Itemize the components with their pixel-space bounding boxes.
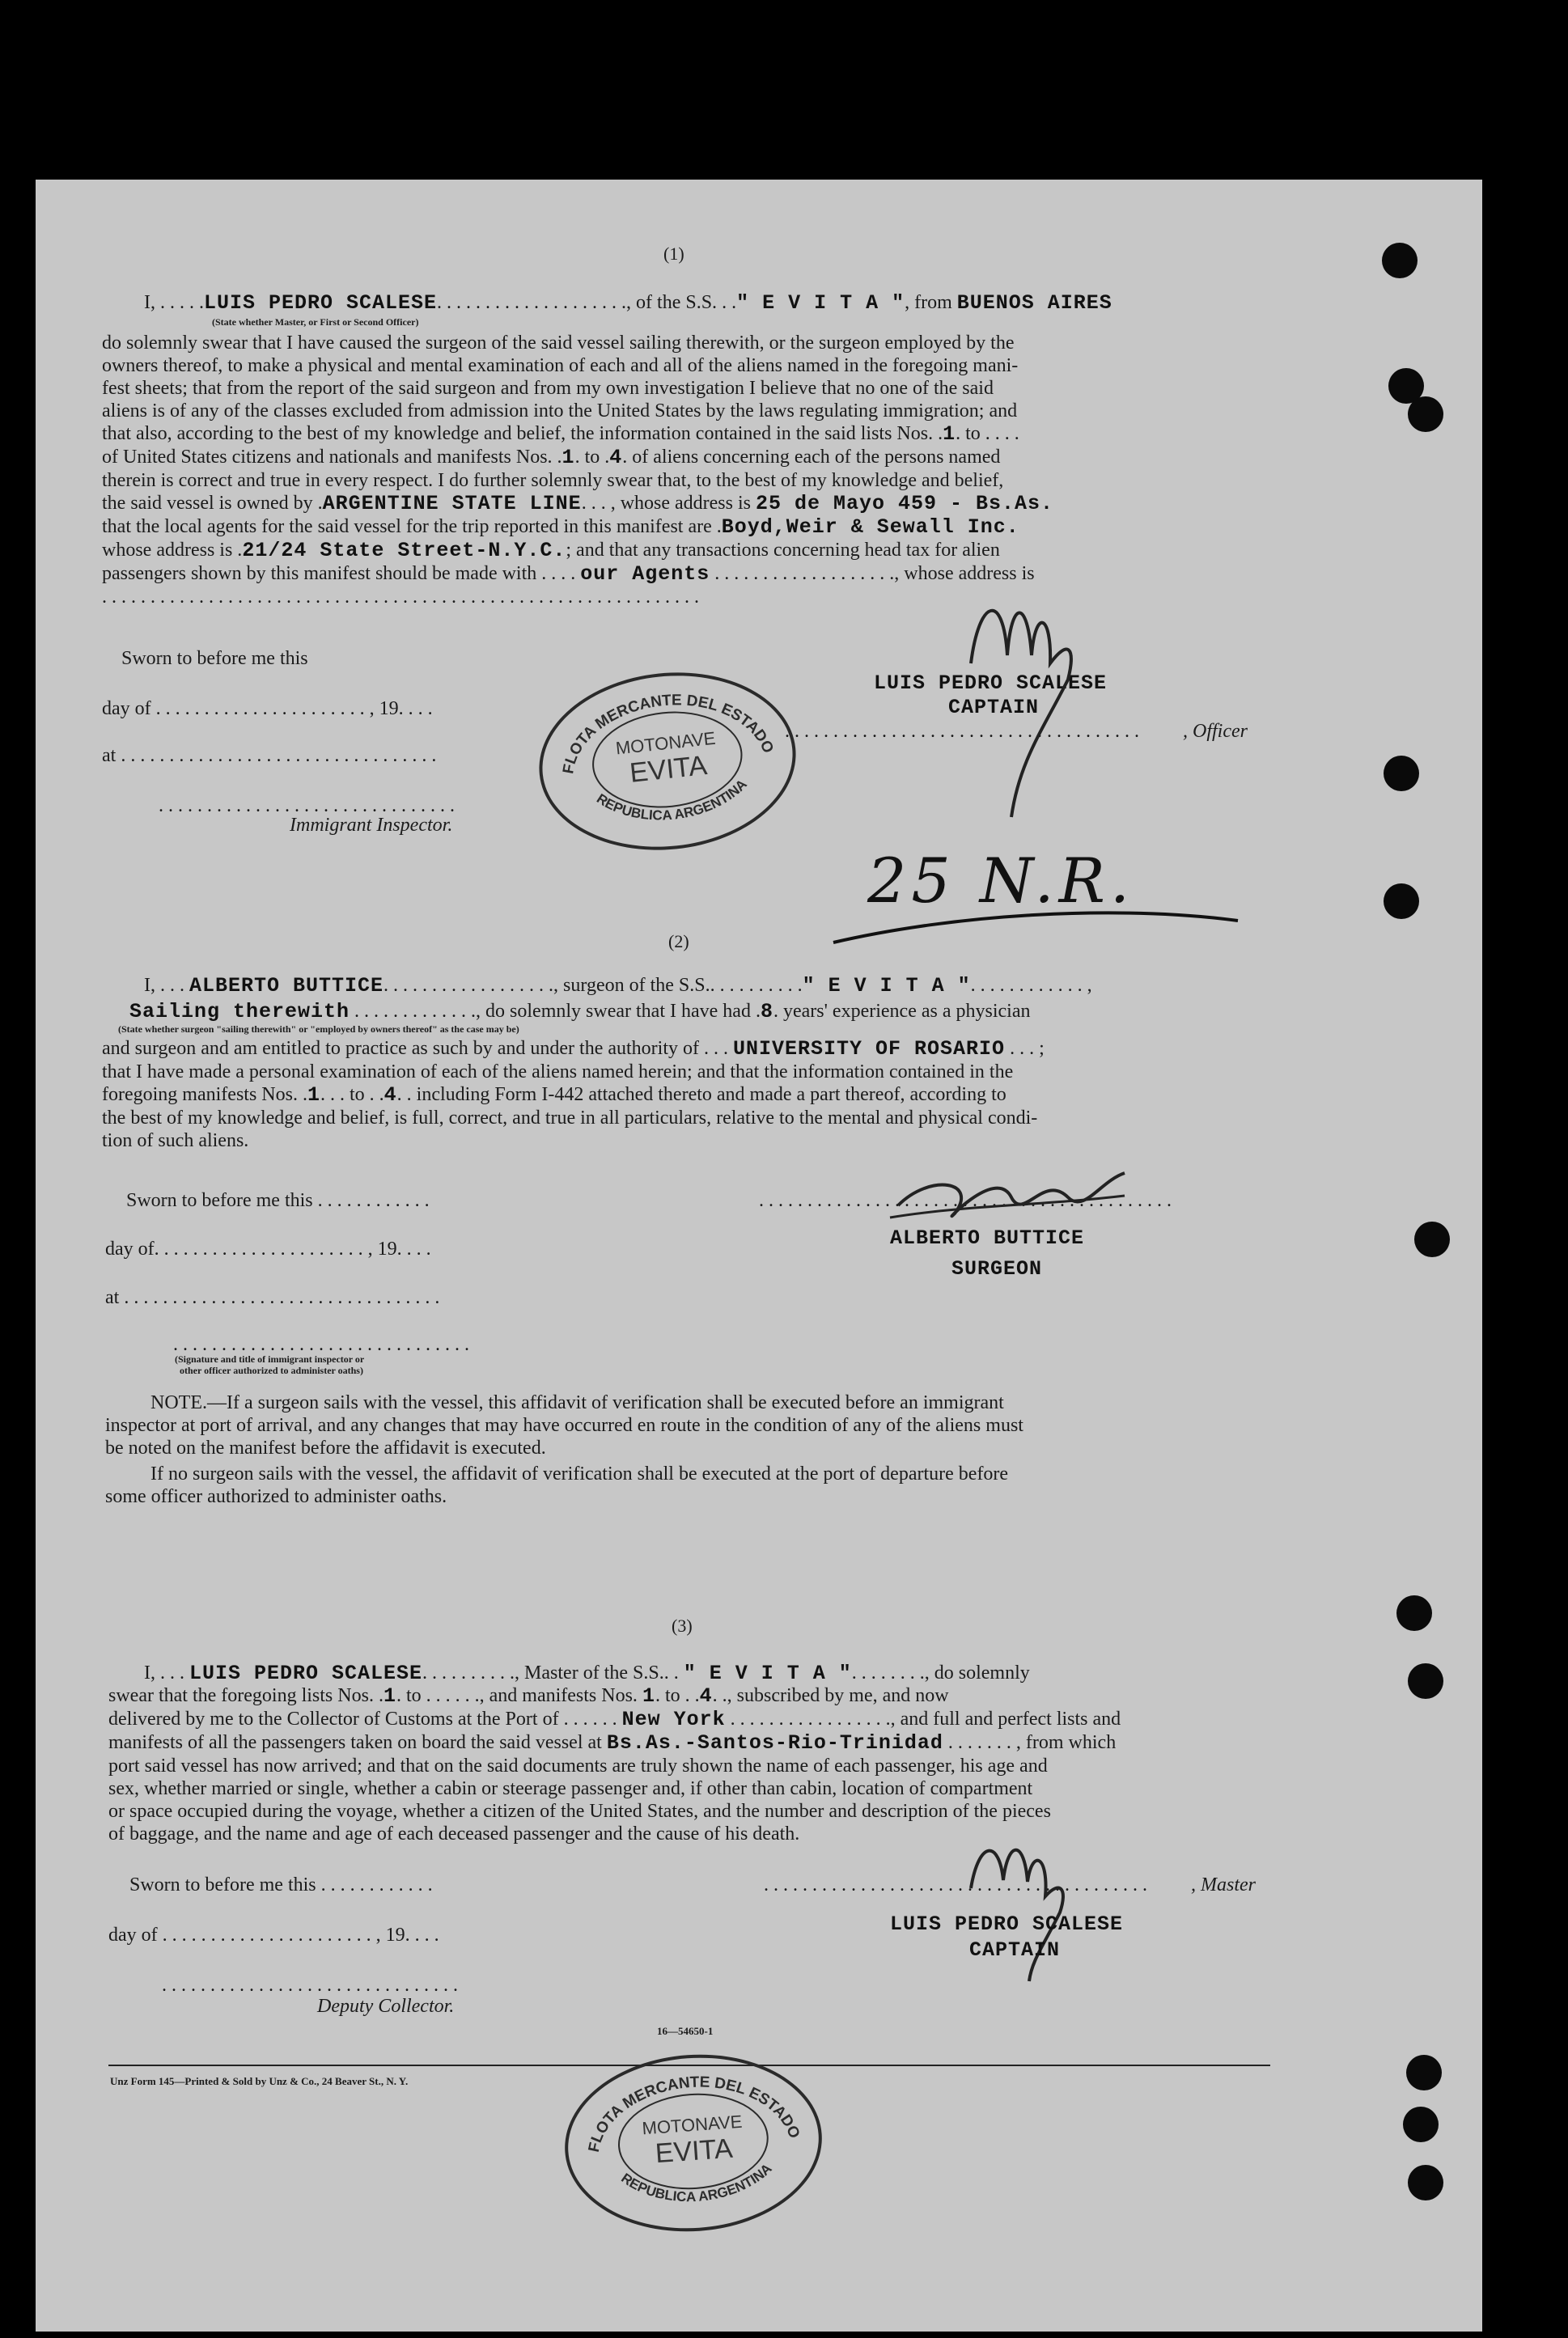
sec1-text: aliens is of any of the classes excluded from admission into the United States by the laws regulating immigration; and — [102, 400, 1018, 421]
signature-caption: (Signature and title of immigrant inspector or — [175, 1353, 365, 1365]
owner-name: ARGENTINE STATE LINE — [322, 492, 582, 515]
sec3-text: or space occupied during the voyage, whether a citizen of the United States, and the number and description of the pieces — [108, 1801, 1051, 1822]
sig-title: SURGEON — [951, 1257, 1043, 1281]
dotted-line: . . . . . . . . . . . . . . . . . . . . . . . . . . . . . . . — [173, 1334, 469, 1355]
sec1-line-1: I, . . . . .LUIS PEDRO SCALESE. . . . . . . . . . . . . . . . . . . ., of the S.S. . ." E V I T A ", from BUENOS AIRES — [144, 291, 1112, 315]
sec1-text: therein is correct and true in every respect. I do further solemnly swear that, to the best of my knowledge and belief, — [102, 470, 1004, 491]
master-name: LUIS PEDRO SCALESE — [204, 291, 438, 315]
sworn-line: Sworn to before me this . . . . . . . . . . . . — [126, 1190, 430, 1211]
handwritten-note: 25 N.R. — [867, 845, 1135, 917]
punch-hole — [1396, 1595, 1432, 1631]
printer-line: Unz Form 145—Printed & Sold by Unz & Co., 24 Beaver St., N. Y. — [110, 2075, 409, 2087]
master-name: LUIS PEDRO SCALESE — [189, 1662, 423, 1685]
day-of-line: day of . . . . . . . . . . . . . . . . . . . . . . , 19. . . . — [102, 698, 433, 719]
collector-label: Deputy Collector. — [317, 1996, 455, 2017]
stamp-line-2: EVITA — [628, 750, 709, 789]
master-label: , Master — [1191, 1874, 1256, 1895]
sec1-text: the said vessel is owned by .ARGENTINE STATE LINE. . . , whose address is 25 de Mayo 459 - Bs.As. — [102, 492, 1054, 515]
sec3-line-1: I, . . . LUIS PEDRO SCALESE. . . . . . . . . ., Master of the S.S.. . " E V I T A ". . . . . . . ., do solemnly — [144, 1662, 1030, 1685]
sec3-text: sex, whether married or single, whether a cabin or steerage passenger and, if other than cabin, location of compartment — [108, 1778, 1033, 1799]
sec3-text: delivered by me to the Collector of Customs at the Port of . . . . . . New York . . . . . . . . . . . . . . . . ., and full and perfect lists and — [108, 1708, 1121, 1731]
sig-name: LUIS PEDRO SCALESE — [874, 671, 1108, 695]
dotted-line: . . . . . . . . . . . . . . . . . . . . . . . . . . . . . . . — [159, 795, 455, 816]
dotted-line: . . . . . . . . . . . . . . . . . . . . . . . . . . . . . . . . . . . . . . . . — [764, 1874, 1147, 1895]
sec2-text: and surgeon and am entitled to practice as such by and under the authority of . . . UNIVERSITY OF ROSARIO . . . ; — [102, 1037, 1045, 1061]
state-caption: (State whether surgeon "sailing therewith" or "employed by owners thereof" as the case may be) — [118, 1023, 519, 1035]
sworn-line: Sworn to before me this — [121, 648, 308, 669]
svg-text:REPUBLICA ARGENTINA: REPUBLICA ARGENTINA — [618, 2160, 775, 2205]
punch-hole — [1406, 2055, 1442, 2090]
note-text: NOTE.—If a surgeon sails with the vessel, this affidavit of verification shall be executed before an immigrant — [150, 1392, 1004, 1413]
sec1-text: fest sheets; that from the report of the said surgeon and from my own investigation I believe that no one of the said — [102, 378, 994, 399]
ship-stamp — [559, 2046, 828, 2240]
punch-hole — [1382, 243, 1418, 278]
sec1-text: passengers shown by this manifest should be made with . . . . our Agents . . . . . . . . . . . . . . . . . . ., whose address is — [102, 562, 1035, 586]
at-line: at . . . . . . . . . . . . . . . . . . . . . . . . . . . . . . . . . — [102, 745, 437, 766]
sec1-text: owners thereof, to make a physical and mental examination of each and all of the aliens named in the foregoing mani- — [102, 355, 1019, 376]
punch-hole — [1408, 396, 1443, 432]
punch-hole — [1408, 1663, 1443, 1699]
officer-label: , Officer — [1183, 721, 1248, 742]
sec3-text: manifests of all the passengers taken on board the said vessel at Bs.As.-Santos-Rio-Trinidad . . . . . . . , from which — [108, 1731, 1117, 1755]
sec3-text: port said vessel has now arrived; and that on the said documents are truly shown the name of each passenger, his age and — [108, 1756, 1048, 1777]
dotted-line: . . . . . . . . . . . . . . . . . . . . . . . . . . . . . . . . . . . . . . . . . . . — [759, 1190, 1172, 1211]
stamp-line-1: MOTONAVE — [614, 727, 717, 759]
punch-hole — [1384, 756, 1419, 791]
svg-text:FLOTA MERCANTE DEL ESTADO: FLOTA MERCANTE DEL ESTADO — [560, 692, 777, 776]
note-text: be noted on the manifest before the affidavit is executed. — [105, 1438, 546, 1459]
svg-text:REPUBLICA ARGENTINA: REPUBLICA ARGENTINA — [594, 776, 750, 824]
owner-address: 25 de Mayo 459 - Bs.As. — [756, 492, 1054, 515]
sec2-text: foregoing manifests Nos. .1. . . to . .4. . including Form I-442 attached thereto and made a part thereof, according to — [102, 1083, 1006, 1107]
ship-name: " E V I T A " — [736, 291, 905, 315]
sec2-text: that I have made a personal examination of each of the aliens named herein; and that the information contained in the — [102, 1061, 1014, 1082]
ship-name: " E V I T A " — [802, 974, 971, 997]
sec1-text: that also, according to the best of my knowledge and belief, the information contained in the said lists Nos. .1. to . . . . — [102, 422, 1019, 446]
section-number: (2) — [668, 931, 689, 951]
at-line: at . . . . . . . . . . . . . . . . . . . . . . . . . . . . . . . . . — [105, 1287, 440, 1308]
sailing-status: Sailing therewith — [129, 1000, 350, 1023]
headtax-agent: our Agents — [580, 562, 710, 586]
surgeon-name: ALBERTO BUTTICE — [189, 974, 384, 997]
sec1-text: that the local agents for the said vessel for the trip reported in this manifest are .Boyd,Weir & Sewall Inc. — [102, 515, 1019, 539]
note-text: inspector at port of arrival, and any changes that may have occurred en route in the condition of any of the aliens must — [105, 1415, 1023, 1436]
punch-hole — [1403, 2107, 1439, 2142]
stamp-line-2: EVITA — [654, 2133, 734, 2170]
sec2-text: tion of such aliens. — [102, 1130, 249, 1151]
sig-title: CAPTAIN — [948, 696, 1040, 719]
sec3-text: swear that the foregoing lists Nos. .1. to . . . . . ., and manifests Nos. 1. to . .4. ., subscribed by me, and now — [108, 1684, 949, 1708]
dotted-line: . . . . . . . . . . . . . . . . . . . . . . . . . . . . . . . . . . . . . — [785, 721, 1139, 742]
punch-hole — [1408, 2165, 1443, 2200]
sec1-text: whose address is .21/24 State Street-N.Y.C.; and that any transactions concerning head tax for alien — [102, 539, 1000, 562]
sig-name: LUIS PEDRO SCALESE — [890, 1912, 1124, 1936]
section-number: (3) — [672, 1616, 693, 1636]
sec3-body — [108, 1684, 1269, 1845]
sworn-line: Sworn to before me this . . . . . . . . . . . . — [129, 1874, 433, 1895]
captain-signature — [955, 566, 1092, 825]
dotted-line: . . . . . . . . . . . . . . . . . . . . . . . . . . . . . . . . . . . . . . . . . . . . . . . . . . . . . . . . . . . . . . — [102, 587, 699, 608]
punch-hole — [1384, 883, 1419, 919]
agents-name: Boyd,Weir & Sewall Inc. — [721, 515, 1019, 539]
agents-address: 21/24 State Street-N.Y.C. — [242, 539, 566, 562]
stamp-line-1: MOTONAVE — [641, 2111, 744, 2139]
sec2-line-2: Sailing therewith . . . . . . . . . . . . ., do solemnly swear that I have had .8. years' experience as a physician — [129, 1000, 1031, 1023]
punch-hole — [1414, 1222, 1450, 1257]
ship-stamp — [530, 660, 804, 862]
note-text: If no surgeon sails with the vessel, the affidavit of verification shall be executed at the port of departure before — [150, 1463, 1009, 1485]
day-of-line: day of . . . . . . . . . . . . . . . . . . . . . . , 19. . . . — [108, 1925, 439, 1946]
sig-title: CAPTAIN — [969, 1938, 1061, 1962]
arrival-port: New York — [621, 1708, 726, 1731]
note-block — [105, 1391, 1265, 1508]
svg-text:FLOTA MERCANTE DEL ESTADO: FLOTA MERCANTE DEL ESTADO — [585, 2073, 803, 2154]
authority: UNIVERSITY OF ROSARIO — [733, 1037, 1006, 1061]
sec2-body — [102, 1037, 1267, 1152]
section-number: (1) — [663, 244, 684, 264]
dotted-line: . . . . . . . . . . . . . . . . . . . . . . . . . . . . . . . — [162, 1975, 458, 1996]
inspector-label: Immigrant Inspector. — [290, 815, 453, 836]
form-number: 16—54650-1 — [657, 2025, 714, 2037]
state-caption: (State whether Master, or First or Second Officer) — [212, 316, 419, 328]
voyage-route: Bs.As.-Santos-Rio-Trinidad — [606, 1731, 943, 1755]
handwritten-underline — [825, 898, 1246, 955]
ship-name: " E V I T A " — [683, 1662, 852, 1685]
signature-caption: other officer authorized to administer oaths) — [180, 1365, 363, 1376]
day-of-line: day of. . . . . . . . . . . . . . . . . . . . . . , 19. . . . — [105, 1239, 431, 1260]
sec3-text: of baggage, and the name and age of each deceased passenger and the cause of his death. — [108, 1823, 800, 1845]
departure-port: BUENOS AIRES — [956, 291, 1112, 315]
note-text: some officer authorized to administer oaths. — [105, 1486, 447, 1507]
sec2-line-1: I, . . . ALBERTO BUTTICE. . . . . . . . . . . . . . . . . ., surgeon of the S.S.. . . . . . . . . ." E V I T A ". . . . . . . . . . . . , — [144, 974, 1092, 997]
sig-name: ALBERTO BUTTICE — [890, 1226, 1085, 1250]
sec2-text: the best of my knowledge and belief, is full, correct, and true in all particulars, relative to the mental and physical condi- — [102, 1108, 1038, 1129]
sec1-text: do solemnly swear that I have caused the surgeon of the said vessel sailing therewith, or the surgeon employed by the — [102, 332, 1015, 354]
sec1-text: of United States citizens and nationals and manifests Nos. .1. to .4. of aliens concerning each of the persons named — [102, 446, 1001, 469]
